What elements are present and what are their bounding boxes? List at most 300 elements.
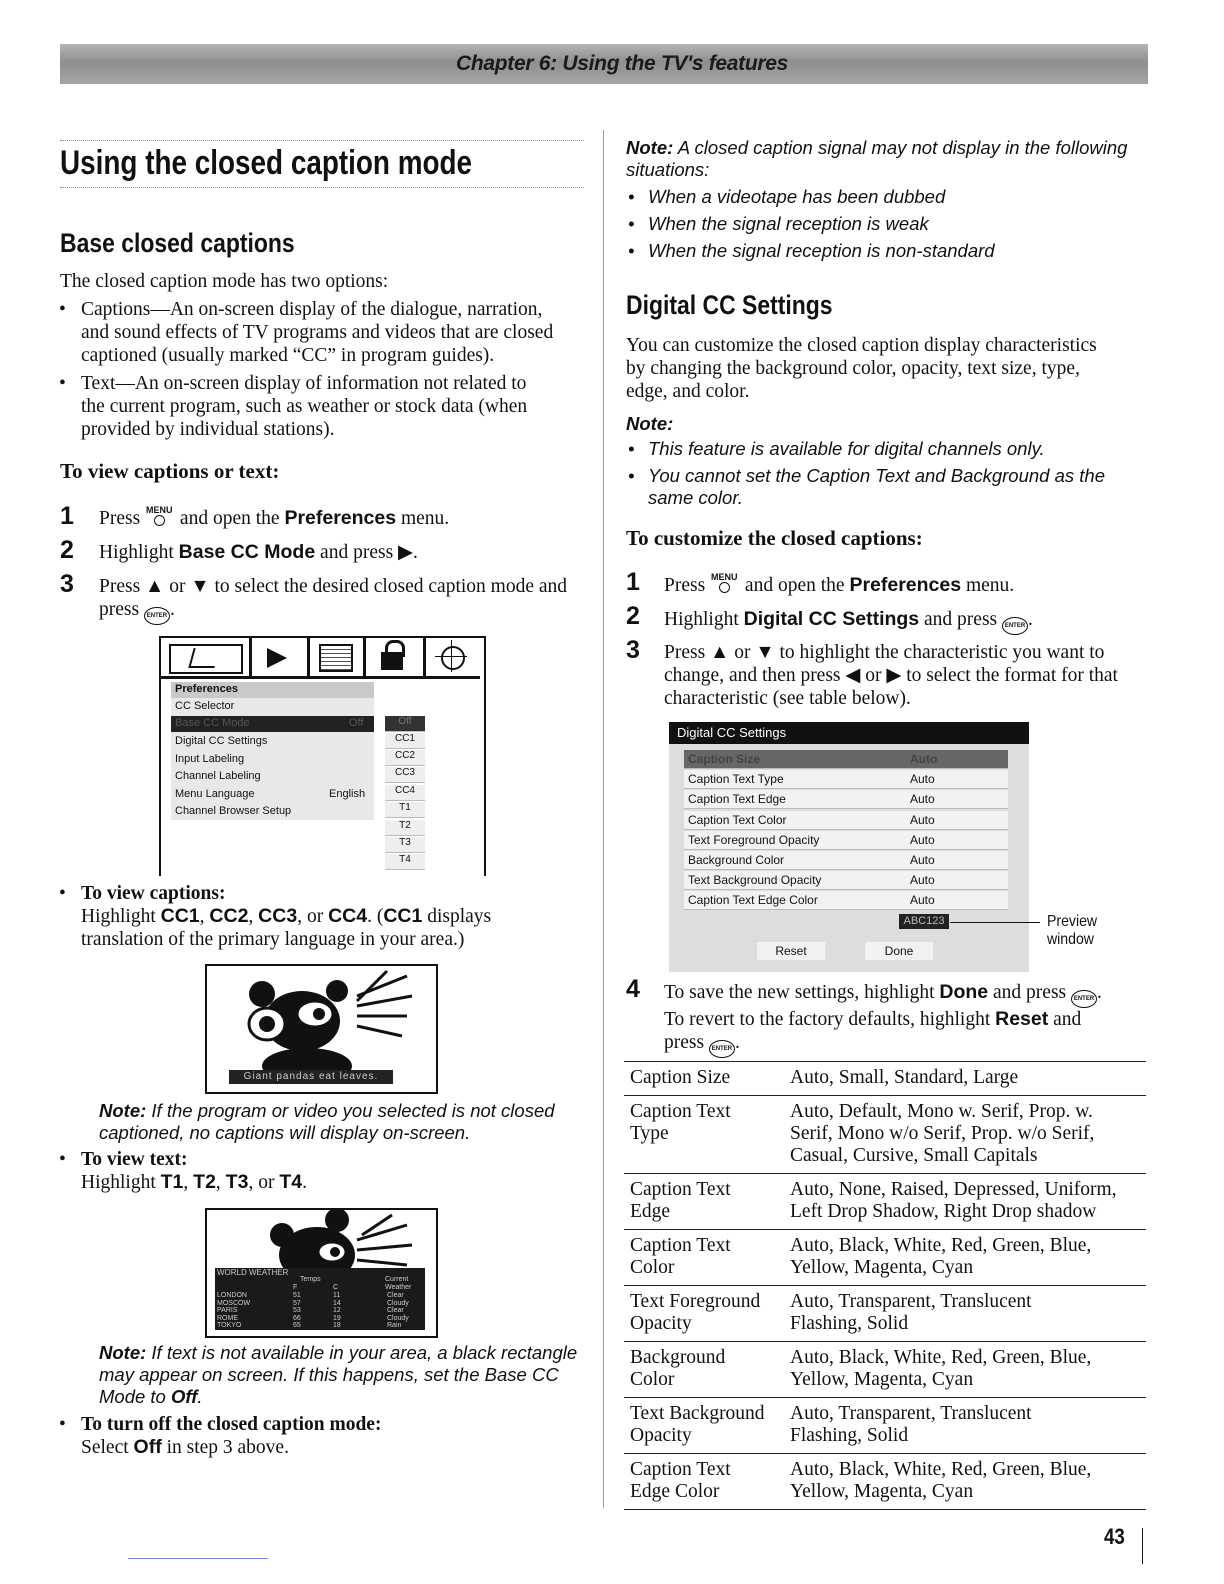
step-1-text (664, 574, 1014, 597)
text-line: the current program, such as weather or stock data (when (81, 396, 528, 417)
dcc-row-label: Caption Text Color (688, 813, 787, 827)
setting-options-cell (784, 1062, 1146, 1096)
cc-option[interactable]: T2 (385, 820, 425, 836)
dcc-title: Digital CC Settings (677, 725, 787, 740)
text: If text is not available in your area, a black rectangle (146, 1342, 578, 1363)
value: 18 (333, 1322, 341, 1329)
text-line (81, 1171, 591, 1194)
t1-label: T1 (160, 1171, 184, 1193)
note-bullet: • This feature is available for digital channels only. (628, 438, 1045, 459)
setting-options-line: Auto, Black, White, Red, Green, Blue, (790, 1235, 1092, 1256)
city: MOSCOW (217, 1299, 251, 1307)
setting-name-line: Text Background (630, 1403, 765, 1424)
weather-conditions (387, 1292, 409, 1330)
text: and open the (740, 575, 850, 596)
text-line: characteristic (see table below). (664, 688, 911, 709)
setting-options-cell (784, 1230, 1146, 1286)
step-number: 2 (626, 602, 640, 630)
dcc-row-value: Auto (910, 813, 935, 827)
page-number-rule (1142, 1528, 1143, 1564)
option-text (59, 372, 591, 441)
settings-table (624, 1062, 1146, 1510)
text: You cannot set the Caption Text and Background as the (648, 465, 1105, 486)
weather-cities (217, 1292, 250, 1330)
text: and press (988, 982, 1067, 1003)
chapter-header-bar (60, 44, 1148, 84)
icon-label: ENTER (1004, 623, 1026, 629)
note-text-unavailable (99, 1342, 589, 1408)
setting-name-line: Edge Color (630, 1481, 720, 1502)
text: press (664, 1032, 705, 1053)
setting-name-cell (624, 1174, 784, 1230)
text: , (215, 1172, 226, 1193)
weather-text-panel (215, 1268, 425, 1330)
step-1-text (99, 507, 449, 530)
enter-button-icon (1071, 990, 1097, 1008)
text: . (302, 1172, 307, 1193)
setting-options-line: Serif, Mono w/o Serif, Prop. w/o Serif, (790, 1123, 1095, 1144)
cc-option[interactable]: CC1 (385, 733, 425, 749)
weather-current-label: Current (385, 1276, 409, 1283)
step-number: 1 (626, 568, 640, 596)
setting-name-cell (624, 1342, 784, 1398)
text: and press (919, 609, 998, 630)
value: 19 (333, 1314, 341, 1322)
page-title: Using the closed caption mode (60, 144, 473, 182)
step-number: 1 (60, 502, 74, 530)
setting-name-line: Caption Size (630, 1067, 731, 1088)
settings-table-row (624, 1230, 1146, 1286)
setting-options-cell (784, 1286, 1146, 1342)
preview-callout (1047, 913, 1097, 949)
preferences-label: Preferences (284, 507, 397, 529)
setting-options-line: Yellow, Magenta, Cyan (790, 1481, 974, 1502)
text: Highlight (664, 609, 744, 630)
turn-off-block (59, 1413, 591, 1459)
setting-options-line: Auto, None, Raised, Depressed, Uniform, (790, 1179, 1117, 1200)
bullet-dot: • (59, 373, 66, 394)
value: 51 (293, 1292, 301, 1299)
dcc-row[interactable] (684, 770, 1008, 789)
setting-options-line: Flashing, Solid (790, 1425, 909, 1446)
text: , or (297, 906, 329, 927)
step-4-text (664, 981, 1102, 1058)
text: Highlight (81, 906, 161, 927)
weather-weather-label: Weather (385, 1284, 412, 1291)
value: 11 (333, 1292, 341, 1299)
dcc-reset-button[interactable]: Reset (757, 942, 825, 960)
setting-name-line: Caption Text (630, 1235, 731, 1256)
text: , (248, 906, 259, 927)
note-bullet: • When the signal reception is weak (628, 213, 929, 234)
chapter-title: Chapter 6: Using the TV's features (456, 52, 789, 75)
t2-label: T2 (193, 1171, 216, 1193)
setting-name-line: Caption Text (630, 1101, 731, 1122)
setting-name-line: Opacity (630, 1425, 692, 1446)
setting-options-cell (784, 1096, 1146, 1174)
text: Select (81, 1437, 134, 1458)
text: and (1048, 1009, 1082, 1030)
setting-name-line: Caption Text (630, 1179, 731, 1200)
setting-name-cell (624, 1096, 784, 1174)
setting-options-line: Auto, Transparent, Translucent (790, 1403, 1032, 1424)
text-line: Press ▲ or ▼ to select the desired closed caption mode and (99, 576, 568, 597)
dcc-row-value: Auto (910, 752, 938, 766)
text: . (197, 1386, 203, 1407)
t3-label: T3 (225, 1171, 249, 1193)
option-captions (59, 298, 591, 367)
value: Rain (387, 1322, 402, 1329)
preview-callout-line (950, 922, 1040, 923)
text: If the program or video you selected is not closed (146, 1100, 555, 1121)
digital-cc-settings-label: Digital CC Settings (743, 608, 920, 630)
menu-item[interactable]: Channel Labeling (175, 770, 261, 782)
text-line: situations: (626, 159, 710, 180)
weather-title: WORLD WEATHER (217, 1268, 289, 1277)
text: , or (248, 1172, 280, 1193)
dcc-row[interactable] (684, 891, 1008, 910)
note-label: Note: (626, 413, 674, 434)
setting-name-cell (624, 1286, 784, 1342)
text-line (81, 905, 591, 928)
text-line: Text—An on-screen display of information not related to (81, 373, 527, 394)
setting-options-line: Yellow, Magenta, Cyan (790, 1257, 974, 1278)
page-number: 43 (1104, 1524, 1125, 1549)
icon-label: MENU (146, 505, 173, 515)
note-not-captioned (99, 1100, 589, 1144)
menu-item[interactable]: CC Selector (175, 700, 235, 712)
dcc-row[interactable] (684, 811, 1008, 830)
t4-label: T4 (279, 1171, 303, 1193)
setting-options-line: Auto, Default, Mono w. Serif, Prop. w. (790, 1101, 1093, 1122)
icon-label: ENTER (146, 613, 168, 619)
text-line: You can customize the closed caption display characteristics (626, 335, 1097, 356)
setting-name-line: Opacity (630, 1313, 692, 1334)
city: PARIS (217, 1307, 238, 1314)
text: Highlight (81, 1172, 161, 1193)
dcc-row-label: Caption Text Edge Color (688, 893, 818, 907)
setting-options-cell (784, 1398, 1146, 1454)
cc1-label: CC1 (383, 905, 423, 927)
dcc-row[interactable] (684, 851, 1008, 870)
setting-name-line: Background (630, 1347, 726, 1368)
preferences-menu-screenshot (159, 636, 486, 876)
text: . (1097, 982, 1102, 1003)
text: When the signal reception is weak (648, 213, 929, 234)
text-line (626, 137, 1156, 159)
step-3-text (664, 641, 1118, 710)
text-line: Captions—An on-screen display of the dialogue, narration, (81, 299, 543, 320)
setting-name-cell (624, 1062, 784, 1096)
note-signal (626, 137, 1156, 262)
bullet-dot: • (59, 1149, 66, 1170)
preferences-menu-list (171, 682, 374, 820)
setting-options-line: Left Drop Shadow, Right Drop shadow (790, 1201, 1097, 1222)
tab-preferences-icon (307, 638, 366, 676)
weather-text-picture (205, 1208, 438, 1338)
intro-text: The closed caption mode has two options: (60, 271, 389, 292)
setting-options-line: Auto, Black, White, Red, Green, Blue, (790, 1347, 1092, 1368)
reset-label: Reset (995, 1008, 1049, 1030)
note-bullet: • When the signal reception is non-standard (628, 240, 995, 261)
value: 14 (333, 1299, 341, 1307)
menu-tab-bar (161, 638, 480, 679)
text: A closed caption signal may not display in the following (673, 137, 1128, 158)
step-number: 3 (626, 636, 640, 664)
text: and press ▶. (315, 542, 418, 563)
value: Cloudy (387, 1314, 409, 1322)
menu-item[interactable]: Channel Browser Setup (175, 805, 292, 817)
text: When a videotape has been dubbed (648, 186, 946, 207)
dcc-row-label: Caption Text Edge (688, 792, 786, 806)
text: displays (422, 906, 492, 927)
value: 12 (333, 1307, 341, 1314)
settings-table-row (624, 1174, 1146, 1230)
settings-table-row (624, 1454, 1146, 1510)
cc-option[interactable]: CC3 (385, 767, 425, 783)
city: ROME (217, 1314, 238, 1322)
dcc-preview-window: ABC123 (899, 914, 949, 929)
text-line: translation of the primary language in your area.) (81, 929, 465, 950)
text: . (734, 1032, 740, 1053)
text-line: and sound effects of TV programs and videos that are closed (81, 322, 554, 343)
setting-name-cell (624, 1454, 784, 1510)
settings-table-row (624, 1062, 1146, 1096)
setting-options-line: Auto, Transparent, Translucent (790, 1291, 1032, 1312)
subheading: To view text: (81, 1149, 188, 1170)
procedure-heading-view: To view captions or text: (60, 459, 280, 483)
note-bullet: • You cannot set the Caption Text and Background as the same color. (628, 465, 1105, 508)
settings-table-wrapper (624, 1061, 1146, 1510)
dcc-row[interactable] (684, 790, 1008, 809)
subheading: To turn off the closed caption mode: (81, 1414, 382, 1435)
settings-table-row (624, 1096, 1146, 1174)
tab-audio-icon (249, 638, 310, 676)
dcc-row-label: Caption Text Type (688, 772, 784, 786)
dcc-row[interactable] (684, 831, 1008, 850)
text-line (81, 1436, 591, 1459)
off-label: Off (171, 1386, 198, 1407)
cc-option-selected[interactable]: Off (385, 716, 425, 732)
text: in step 3 above. (161, 1437, 289, 1458)
text-line (99, 1100, 589, 1122)
text: , (199, 906, 210, 927)
dcc-done-button[interactable]: Done (865, 942, 933, 960)
menu-item[interactable]: Input Labeling (175, 753, 245, 765)
cc4-label: CC4 (328, 905, 368, 927)
step-2-text (664, 608, 1033, 635)
caption-example-text: Giant pandas eat leaves. (229, 1070, 393, 1084)
menu-button-icon (710, 572, 740, 593)
menu-header: Preferences (175, 683, 238, 695)
setting-name-line: Text Foreground (630, 1291, 761, 1312)
setting-name-line: Color (630, 1369, 675, 1390)
weather-temps-label: Temps (300, 1276, 321, 1283)
weather-f-label: F (293, 1284, 298, 1291)
tab-lock-icon (363, 638, 426, 676)
weather-c-label: C (333, 1284, 339, 1291)
text: press (99, 599, 140, 620)
bullet-dot: • (59, 299, 66, 320)
text: To save the new settings, highlight (664, 982, 940, 1003)
cc-option[interactable]: T4 (385, 854, 425, 870)
done-label: Done (939, 981, 989, 1003)
menu-item-highlighted[interactable] (171, 716, 374, 732)
text: menu. (396, 508, 450, 529)
setting-options-line: Casual, Cursive, Small Capitals (790, 1145, 1038, 1166)
menu-item[interactable]: Digital CC Settings (175, 735, 268, 747)
setting-options-line: Auto, Black, White, Red, Green, Blue, (790, 1459, 1092, 1480)
value: 66 (293, 1314, 301, 1322)
digital-cc-settings-screenshot (669, 722, 1029, 972)
cc-option[interactable]: T3 (385, 837, 425, 853)
settings-table-row (624, 1286, 1146, 1342)
step-3-text (99, 575, 567, 625)
tab-setup-icon (423, 638, 480, 676)
text-line: Press ▲ or ▼ to highlight the characteristic you want to (664, 642, 1105, 663)
text: Press (664, 575, 711, 596)
enter-button-icon (144, 607, 170, 625)
dcc-row-value: Auto (910, 792, 935, 806)
text-line (664, 1031, 1102, 1058)
text-line: provided by individual stations). (81, 419, 335, 440)
cc3-label: CC3 (258, 905, 298, 927)
icon-label: ENTER (711, 1046, 733, 1052)
text: Highlight (99, 542, 179, 563)
cc1-label: CC1 (160, 905, 200, 927)
dcc-row-value: Auto (910, 893, 935, 907)
step-number: 3 (60, 570, 74, 598)
value: 53 (293, 1307, 301, 1314)
setting-name-line: Type (630, 1123, 669, 1144)
enter-button-icon (1002, 617, 1028, 635)
text: To revert to the factory defaults, highlight (664, 1009, 996, 1030)
dcc-row-label: Background Color (688, 853, 785, 867)
text-line (664, 1008, 1102, 1031)
text-line: Preview (1047, 913, 1098, 930)
text: Press (99, 508, 146, 529)
text-line: edge, and color. (626, 381, 750, 402)
value: Clear (387, 1307, 404, 1314)
text: and open the (175, 508, 285, 529)
text-line: captioned (usually marked “CC” in program guides). (81, 345, 495, 366)
tab-picture-icon (161, 638, 252, 676)
dcc-row-label: Text Background Opacity (688, 873, 822, 887)
value: Cloudy (387, 1299, 409, 1307)
settings-table-body (624, 1062, 1146, 1510)
cc-option[interactable]: T1 (385, 802, 425, 818)
text: This feature is available for digital channels only. (648, 438, 1045, 459)
setting-options-line: Flashing, Solid (790, 1313, 909, 1334)
step-number: 2 (60, 536, 74, 564)
bullet-dot: • (59, 883, 66, 904)
subheading: To view captions: (81, 883, 226, 904)
text: When the signal reception is non-standard (648, 240, 995, 261)
setting-options-line: Yellow, Magenta, Cyan (790, 1369, 974, 1390)
dcc-row[interactable] (684, 871, 1008, 890)
text: menu. (961, 575, 1015, 596)
step-2-text (99, 541, 418, 564)
footer-line (128, 1558, 268, 1559)
menu-item-label: Base CC Mode (175, 717, 250, 729)
settings-table-row (624, 1342, 1146, 1398)
note-label: Note: (99, 1342, 147, 1363)
setting-options-line: Auto, Small, Standard, Large (790, 1067, 1019, 1088)
base-cc-mode-label: Base CC Mode (178, 541, 316, 563)
panda-caption-picture (205, 964, 438, 1094)
text-line (664, 981, 1102, 1008)
text: . ( (367, 906, 384, 927)
dcc-row-label: Caption Size (688, 752, 761, 766)
city: LONDON (217, 1292, 247, 1299)
text: . (1028, 609, 1033, 630)
text-line: window (1047, 931, 1094, 948)
value: 65 (293, 1322, 301, 1329)
setting-options-cell (784, 1174, 1146, 1230)
city: TOKYO (217, 1322, 242, 1329)
text-line: change, and then press ◀ or ▶ to select the format for that (664, 665, 1118, 686)
off-label: Off (133, 1436, 162, 1458)
dcc-title-bar (669, 722, 1029, 744)
dcc-row-value: Auto (910, 833, 935, 847)
dcc-row-value: Auto (910, 772, 935, 786)
weather-f-values (293, 1292, 301, 1330)
text-line: captioned, no captions will display on-screen. (99, 1122, 471, 1143)
setting-options-cell (784, 1342, 1146, 1398)
cc-option[interactable]: CC2 (385, 750, 425, 766)
text-line: by changing the background color, opacity, text size, type, (626, 358, 1080, 379)
text: same color. (648, 487, 743, 508)
cc-option[interactable]: CC4 (385, 785, 425, 801)
icon-label: MENU (711, 572, 738, 582)
icon-label: ENTER (1073, 996, 1095, 1002)
weather-c-values (333, 1292, 341, 1330)
enter-button-icon (709, 1040, 735, 1058)
value: 57 (293, 1299, 301, 1307)
dcc-row-selected[interactable] (684, 750, 1008, 769)
note-label: Note: (626, 137, 674, 158)
setting-name-cell (624, 1230, 784, 1286)
text: , (183, 1172, 194, 1193)
preferences-label: Preferences (849, 574, 962, 596)
text-line: may appear on screen. If this happens, set the Base CC (99, 1364, 559, 1385)
column-divider (603, 130, 604, 1508)
step-number: 4 (626, 975, 640, 1003)
dcc-row-label: Text Foreground Opacity (688, 833, 820, 847)
cc2-label: CC2 (209, 905, 249, 927)
digital-cc-intro (626, 334, 1156, 403)
setting-name-line: Color (630, 1257, 675, 1278)
settings-table-row (624, 1398, 1146, 1454)
view-captions-block (59, 882, 591, 951)
text-line (99, 598, 567, 625)
text-line (99, 1342, 589, 1364)
section-heading-digital-cc: Digital CC Settings (626, 290, 833, 320)
setting-name-cell (624, 1398, 784, 1454)
text-line (99, 1386, 589, 1408)
menu-item[interactable]: Menu Language (175, 788, 255, 800)
setting-name-line: Caption Text (630, 1459, 731, 1480)
title-rule-bottom (60, 187, 584, 188)
bullet-dot: • (59, 1414, 66, 1435)
section-heading-base-cc: Base closed captions (60, 228, 295, 258)
note-digital-only (626, 413, 1156, 509)
view-text-block (59, 1148, 591, 1194)
menu-item-value: Off (349, 717, 364, 729)
text: Mode to (99, 1386, 171, 1407)
title-rule-top (60, 140, 584, 141)
dcc-row-value: Auto (910, 853, 935, 867)
